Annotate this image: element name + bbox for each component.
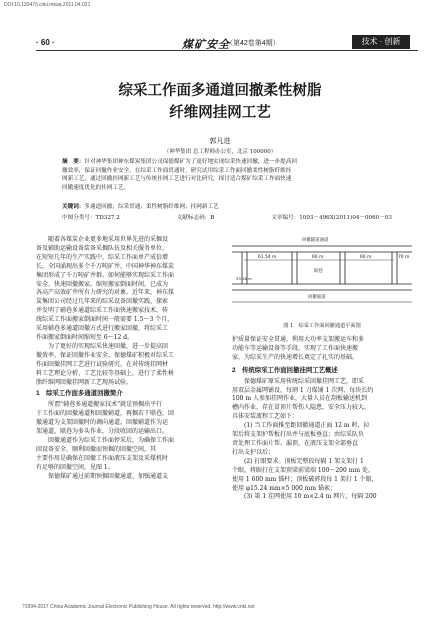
- abstract-line: 针对神华集团神东煤炭集团公司保德煤矿为了更好地实现综采快速回撤，进一步提高回: [84, 159, 297, 165]
- para-line: (1) 当工作面推至距回撤通道正面 12 m 时，拉: [244, 422, 370, 430]
- fig-dim-2: 60 m: [312, 255, 324, 260]
- abstract-line: 撤效率，保证回撤作业安全，在综采工作面贯通时，研究试用综采工作面回撤柔性树脂纤维挂: [62, 167, 292, 174]
- para-line: (2) 打眼要求。顶板完整段每隔 1 架支架打 1: [244, 457, 364, 465]
- doi-text: DOI:10.13347/j.cnki.mkaq.2011.04.021: [4, 2, 91, 8]
- para-line: 撤通道为支架回撤时的调向通道，回撤辅道作为运: [36, 419, 169, 427]
- para-line: 架通道，联巷为多头作业，分段收回的运输出口。: [36, 428, 169, 436]
- para-line: 保德煤矿通过前期预掘回撤通道、加强通道支: [48, 472, 169, 480]
- para-line: 责处理工作面片帮、漏顶，在液压支架全部垂直: [232, 439, 359, 447]
- header-rule: [36, 50, 418, 51]
- para-line: 槽内作业，存在冒顶片帮伤人隐患，安全压力较大。: [232, 404, 371, 412]
- para-line: 有足够的回撤空间，见图 1。: [36, 463, 114, 471]
- para-line: 炭集团公司经过几年来的综采设备回撤实践，探索: [36, 298, 169, 306]
- para-line: 架后将支架护帮板打出并与底板垂直；由综采队负: [232, 431, 365, 439]
- fig-label-bottom: 回撤通道: [308, 295, 326, 300]
- abstract-line: 回撤速度优化的挂网工艺。: [62, 184, 130, 191]
- para-line: 回设备安全、顺利回撤而预掘的回撤空间，其: [36, 445, 157, 453]
- keywords-text: 多通道回撤；综采贯通；柔性树脂纤维网；挂网新工艺: [84, 204, 219, 210]
- right-column: [232, 336, 412, 502]
- para-line: 料工艺理论分析、工艺比较等基础上，进行了柔性树: [36, 369, 175, 377]
- figure-1-roadway-plan: [232, 232, 412, 320]
- left-column: [36, 236, 216, 481]
- keywords: [62, 203, 392, 212]
- para-line: 个眼，将眼打在支架顶梁前梁端 100～200 mm 处，: [232, 466, 375, 474]
- para-line: 于工作面的回撤通道和回撤辅道，再掘若干联巷，回: [36, 410, 175, 418]
- para-line: 回撤通道作为综采工作面停采后，为确保工作面: [48, 436, 175, 444]
- fig-dim-1: 61.54 m: [258, 255, 277, 260]
- affiliation: （神华集团 总工程师办公室，北京 100000）: [163, 149, 277, 155]
- author: 郭凡进: [209, 137, 231, 145]
- para-line: 备及辅助运输设备装备采掘队伍及相关服务单位，: [36, 244, 169, 252]
- para-line: 用双层金属网铺设，每割 1 刀煤铺 1 次网，每块长约: [232, 386, 374, 394]
- para-line: 主要作用是确保在回撤工作面液压支架及采煤机时: [36, 454, 169, 462]
- para-line: 采用辅巷多通道回撤方式进行搬家回撤，将综采工: [36, 325, 169, 333]
- para-line: 安全、快速回撤搬家，缩短搬家倒面时间，已成为: [36, 280, 169, 288]
- keywords-label: 关键词：: [62, 204, 85, 210]
- fig-label-mid: 联巷: [314, 269, 323, 274]
- para-line: 家，为综采生产的快速增长奠定了扎实的基础。: [232, 353, 359, 361]
- figure-caption: 图 1 综采工作面回撤通道平面图: [283, 323, 361, 329]
- para-line: 功能车等运输设备等手段，实现了工作面快速搬: [232, 344, 359, 352]
- section-heading-2: 2 传统综采工作面回撤挂网工艺概述: [232, 366, 338, 374]
- fig-dim-3: 60 m: [360, 255, 372, 260]
- classification-row: [62, 214, 392, 223]
- abstract: [62, 158, 392, 192]
- para-line: 集团形成了千万吨矿井群。如何能够实现综采工作面: [36, 271, 175, 279]
- page-number: · 60 ·: [36, 38, 55, 47]
- para-line: 为了更好的实现综采快速回撤，进一步提高回: [48, 342, 169, 350]
- para-line: 统综采工作面搬家倒面时间一般需要 1.5～3 个月，: [36, 316, 174, 324]
- journal-name: 煤矿安全: [182, 38, 230, 51]
- document-code: 文献标志码：B: [176, 215, 215, 221]
- para-line: 具体安装流程工艺如下：: [232, 413, 299, 421]
- clc-number: 中图分类号：TD327.2: [62, 215, 120, 221]
- para-line: 使用 φ15.24 mm×5 000 mm 锚索；: [232, 484, 336, 492]
- para-line: 保德煤矿原采用传统综采回撤挂网工艺，即采: [244, 377, 365, 385]
- article-number: 文章编号：1003－496X(2011)04－0060－03: [271, 215, 392, 221]
- title-line-1: 综采工作面多通道回撤柔性树脂: [118, 83, 322, 99]
- abstract-label: 摘 要：: [62, 159, 85, 165]
- para-line: 作面回撤挂网工艺进行试验研究，在对传统挂网材: [36, 360, 169, 368]
- para-line: 打出支护以后；: [232, 448, 275, 456]
- journal-volume: （第42卷第4期）: [226, 40, 280, 47]
- para-line: (3) 第 1 茬网使用 10 m×2.4 m 网片，每隔 200: [244, 493, 377, 501]
- para-line: 长，全国涌现出多个千万吨矿井，中国神华神东煤炭: [36, 262, 175, 270]
- section-heading-1: 1 综采工作面多通道回撤简介: [36, 390, 123, 398]
- fig-dim-4: 70 m: [398, 255, 410, 260]
- fig-label-top: 回撤辅道通道: [302, 238, 329, 243]
- para-line: 作面搬家倒面时间缩短至 6～12 d。: [36, 333, 134, 341]
- para-line: 使用 1 600 mm 锚杆；顶板破碎段每 1 架打 1 个眼，: [232, 475, 378, 483]
- para-line: 随着各煤炭企业更多地采用世界先进的采掘设: [48, 236, 169, 243]
- para-line: 脂纤维网回撤挂网新工艺现场试验。: [36, 378, 133, 386]
- para-line: 护质量保证安全贯通，利用大功率支架搬运车和多: [232, 336, 365, 343]
- para-line: 所谓“辅巷多通道搬家技术”就是预掘出平行: [48, 401, 163, 409]
- para-line: 各高产高效矿井所有力研究的对象。近年来，神东煤: [36, 289, 175, 297]
- title-line-2: 纤维网挂网工艺: [169, 105, 271, 121]
- para-line: 撤效率，保证回撤作业安全，保德煤矿积极对综采工: [36, 351, 175, 359]
- copyright-footer: ?1994-2017 China Academic Journal Electronic Publishing House. All rights reserved. http://www.cnki.net: [22, 604, 255, 610]
- para-line: 并发明了辅巷多通道综采工作面快速搬家技术，传: [36, 307, 169, 315]
- para-line: 100 m 人参加挂网作业，大量人员在刮板输送机到: [232, 395, 367, 403]
- abstract-line: 网新工艺。通过回撤挂网新工艺与传统挂网工艺进行对比研究，探讨适合煤矿综采工作面快速: [62, 176, 292, 183]
- fig-label-side: 33.18 m: [236, 276, 252, 281]
- para-line: 在短短几年的生产实践中，综采工作面单产成倍增: [36, 253, 169, 261]
- section-badge: 技术 · 创新: [352, 35, 410, 49]
